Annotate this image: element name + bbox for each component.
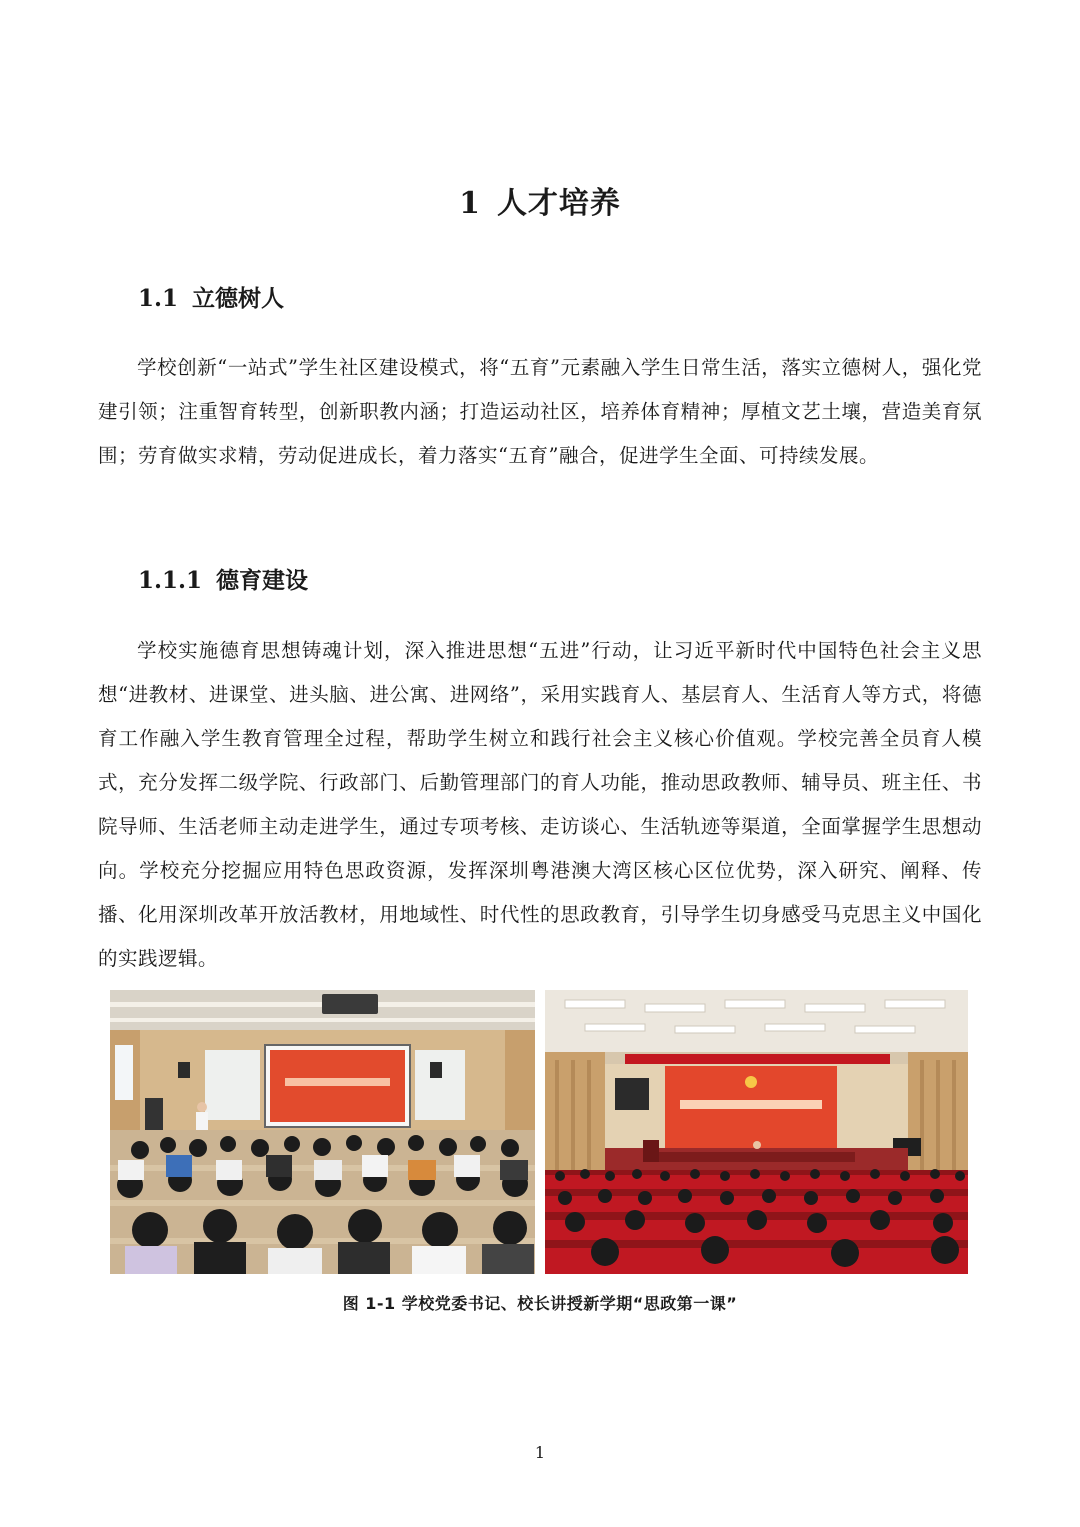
lecture-hall-photo xyxy=(110,990,535,1274)
section-heading xyxy=(138,280,284,313)
chapter-title xyxy=(0,178,1080,222)
subsection-number: 1.1.1 xyxy=(138,567,203,594)
section-paragraph: 学校创新“一站式”学生社区建设模式，将“五育”元素融入学生日常生活，落实立德树人，强化党建引领；注重智育转型，创新职教内涵；打造运动社区，培养体育精神；厚植文艺土壤，营造美育氛围；劳育做实求精，劳动促进成长，着力落实“五育”融合，促进学生全面、可持续发展。 xyxy=(98,356,982,467)
auditorium-photo xyxy=(545,990,968,1274)
figure xyxy=(110,990,968,1274)
figure-caption: 图 1-1 学校党委书记、校长讲授新学期“思政第一课” xyxy=(342,1294,738,1313)
subsection-title-text: 德育建设 xyxy=(216,568,309,594)
page-number: 1 xyxy=(534,1443,546,1462)
section-number: 1.1 xyxy=(138,285,179,312)
chapter-title-text: 人才培养 xyxy=(496,186,621,221)
subsection-heading xyxy=(138,562,308,595)
chapter-number: 1 xyxy=(459,186,481,221)
section-title-text: 立德树人 xyxy=(192,286,285,312)
subsection-paragraph: 学校实施德育思想铸魂计划，深入推进思想“五进”行动，让习近平新时代中国特色社会主义思想“进教材、进课堂、进头脑、进公寓、进网络”，采用实践育人、基层育人、生活育人等方式，将德育工作融入学生教育管理全过程，帮助学生树立和践行社会主义核心价值观。学校完善全员育人模式，充分发挥二级学院、行政部门、后勤管理部门的育人功能，推动思政教师、辅导员、班主任、书院导师、生活老师主动走进学生，通过专项考核、走访谈心、生活轨迹等渠道，全面掌握学生思想动向。学校充分挖掘应用特色思政资源，发挥深圳粤港澳大湾区核心区位优势，深入研究、阐释、传播、化用深圳改革开放活教材，用地域性、时代性的思政教育，引导学生切身感受马克思主义中国化的实践逻辑。 xyxy=(98,639,982,970)
